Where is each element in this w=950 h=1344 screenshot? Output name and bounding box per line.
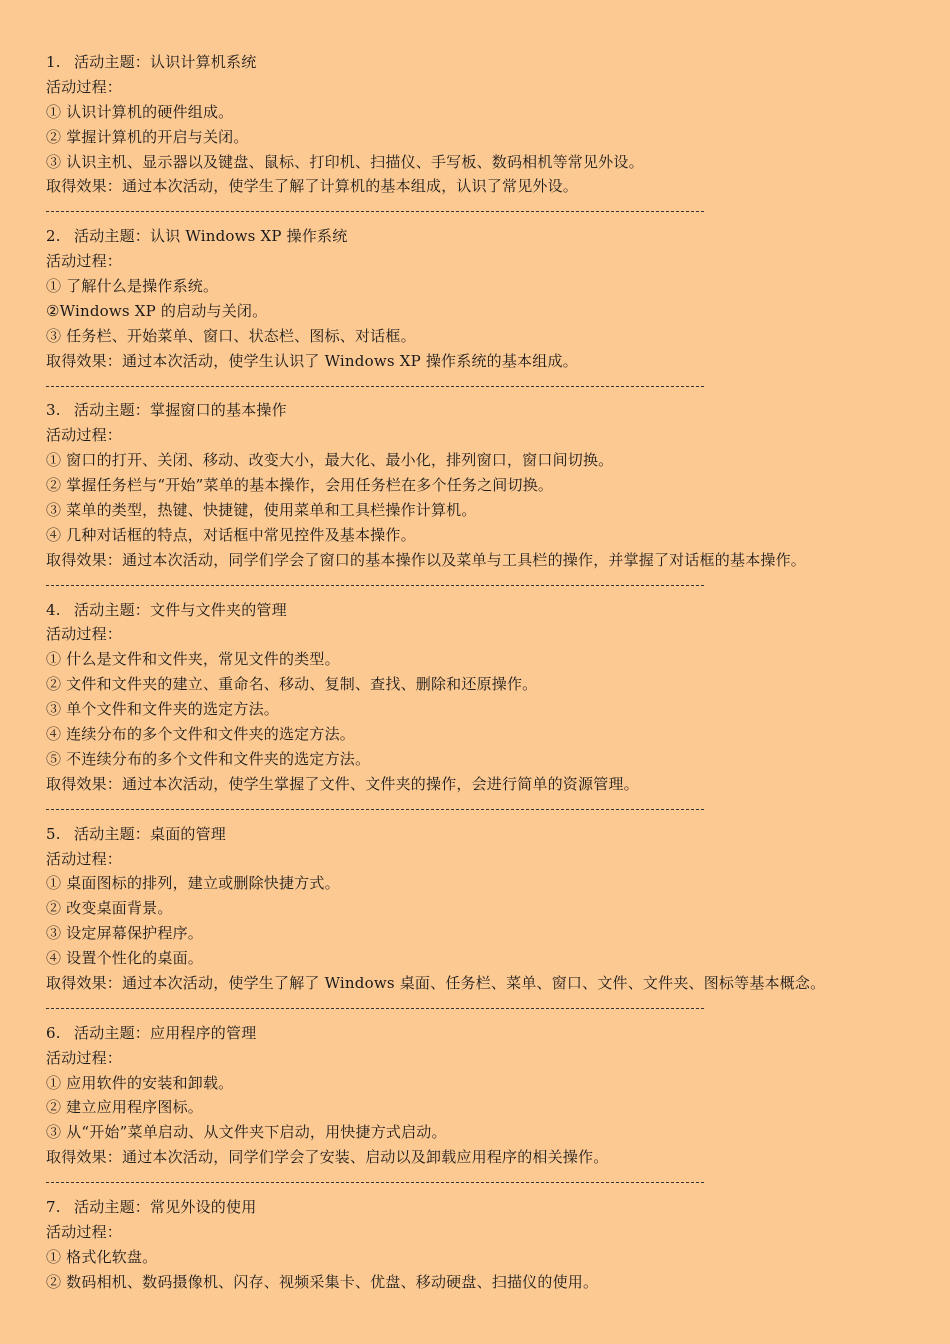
result-text: 取得效果：通过本次活动，同学们学会了窗口的基本操作以及菜单与工具栏的操作，并掌握了对话框的基本操作。 <box>46 550 807 569</box>
section-number: 2. <box>46 227 61 246</box>
process-step: ① 应用软件的安装和卸载。 <box>46 1073 234 1092</box>
process-step: ② 建立应用程序图标。 <box>46 1098 203 1117</box>
process-step: ① 了解什么是操作系统。 <box>46 277 219 296</box>
activity-section <box>46 598 926 797</box>
process-label: 活动过程： <box>46 252 123 271</box>
section-title <box>46 1021 926 1046</box>
section-number: 6. <box>46 1023 61 1042</box>
section-number: 7. <box>46 1197 61 1216</box>
section-title <box>46 398 926 423</box>
activity-section <box>46 224 926 373</box>
process-step: ④ 设置个性化的桌面。 <box>46 949 203 968</box>
process-step: ② 文件和文件夹的建立、重命名、移动、复制、查找、删除和还原操作。 <box>46 675 538 694</box>
process-step: ② 掌握任务栏与“开始”菜单的基本操作，会用任务栏在多个任务之间切换。 <box>46 476 554 495</box>
process-step: ② 掌握计算机的开启与关闭。 <box>46 127 249 146</box>
process-step: ② 数码相机、数码摄像机、闪存、视频采集卡、优盘、移动硬盘、扫描仪的使用。 <box>46 1272 599 1291</box>
section-title <box>46 598 926 623</box>
activity-section <box>46 398 926 572</box>
section-title <box>46 224 926 249</box>
process-label: 活动过程： <box>46 849 123 868</box>
process-step: ④ 连续分布的多个文件和文件夹的选定方法。 <box>46 725 355 744</box>
dashed-separator <box>46 374 926 399</box>
result-text: 取得效果：通过本次活动，使学生认识了 Windows XP 操作系统的基本组成。 <box>46 351 578 370</box>
section-number: 3. <box>46 401 61 420</box>
section-number: 5. <box>46 824 61 843</box>
document-body <box>46 50 926 1295</box>
activity-section <box>46 1195 926 1295</box>
process-label: 活动过程： <box>46 426 123 445</box>
process-step: ① 认识计算机的硬件组成。 <box>46 102 234 121</box>
dashed-separator <box>46 199 926 224</box>
section-number: 1. <box>46 53 61 71</box>
process-label: 活动过程： <box>46 1048 123 1067</box>
process-step: ② 改变桌面背景。 <box>46 899 173 918</box>
section-title <box>46 1195 926 1220</box>
process-step: ① 窗口的打开、关闭、移动、改变大小，最大化、最小化，排列窗口，窗口间切换。 <box>46 451 614 470</box>
result-text: 取得效果：通过本次活动，使学生掌握了文件、文件夹的操作，会进行简单的资源管理。 <box>46 774 639 793</box>
process-step: ③ 任务栏、开始菜单、窗口、状态栏、图标、对话框。 <box>46 326 416 345</box>
process-label: 活动过程： <box>46 77 123 96</box>
section-title-text: 活动主题：掌握窗口的基本操作 <box>74 401 287 420</box>
result-text: 取得效果：通过本次活动，使学生了解了 Windows 桌面、任务栏、菜单、窗口、文件、文件夹、图标等基本概念。 <box>46 973 826 992</box>
section-title-text: 活动主题：应用程序的管理 <box>74 1023 257 1042</box>
process-step: ① 桌面图标的排列，建立或删除快捷方式。 <box>46 874 340 893</box>
process-step: ① 什么是文件和文件夹，常见文件的类型。 <box>46 650 340 669</box>
section-title-text: 活动主题：文件与文件夹的管理 <box>74 600 287 619</box>
activity-section <box>46 822 926 996</box>
dashed-separator <box>46 573 926 598</box>
dashed-separator <box>46 1170 926 1195</box>
dashed-separator <box>46 797 926 822</box>
process-step: ③ 设定屏幕保护程序。 <box>46 924 203 943</box>
process-step: ③ 菜单的类型，热键、快捷键，使用菜单和工具栏操作计算机。 <box>46 501 477 520</box>
section-title-text: 活动主题：认识 Windows XP 操作系统 <box>74 227 348 246</box>
section-title-text: 活动主题：认识计算机系统 <box>74 53 257 71</box>
result-text: 取得效果：通过本次活动，使学生了解了计算机的基本组成，认识了常见外设。 <box>46 177 579 196</box>
section-number: 4. <box>46 600 61 619</box>
process-step: ⑤ 不连续分布的多个文件和文件夹的选定方法。 <box>46 749 371 768</box>
activity-section <box>46 50 926 199</box>
section-title-text: 活动主题：常见外设的使用 <box>74 1197 257 1216</box>
process-step: ③ 从“开始”菜单启动、从文件夹下启动，用快捷方式启动。 <box>46 1123 447 1142</box>
process-step: ③ 单个文件和文件夹的选定方法。 <box>46 700 279 719</box>
section-title <box>46 50 926 75</box>
process-step: ① 格式化软盘。 <box>46 1247 158 1266</box>
section-title-text: 活动主题：桌面的管理 <box>74 824 227 843</box>
section-title <box>46 822 926 847</box>
process-label: 活动过程： <box>46 625 123 644</box>
process-step: ②Windows XP 的启动与关闭。 <box>46 301 268 320</box>
process-label: 活动过程： <box>46 1222 123 1241</box>
activity-section <box>46 1021 926 1170</box>
result-text: 取得效果：通过本次活动，同学们学会了安装、启动以及卸载应用程序的相关操作。 <box>46 1148 609 1167</box>
process-step: ③ 认识主机、显示器以及键盘、鼠标、打印机、扫描仪、手写板、数码相机等常见外设。 <box>46 152 644 171</box>
dashed-separator <box>46 996 926 1021</box>
process-step: ④ 几种对话框的特点，对话框中常见控件及基本操作。 <box>46 525 416 544</box>
